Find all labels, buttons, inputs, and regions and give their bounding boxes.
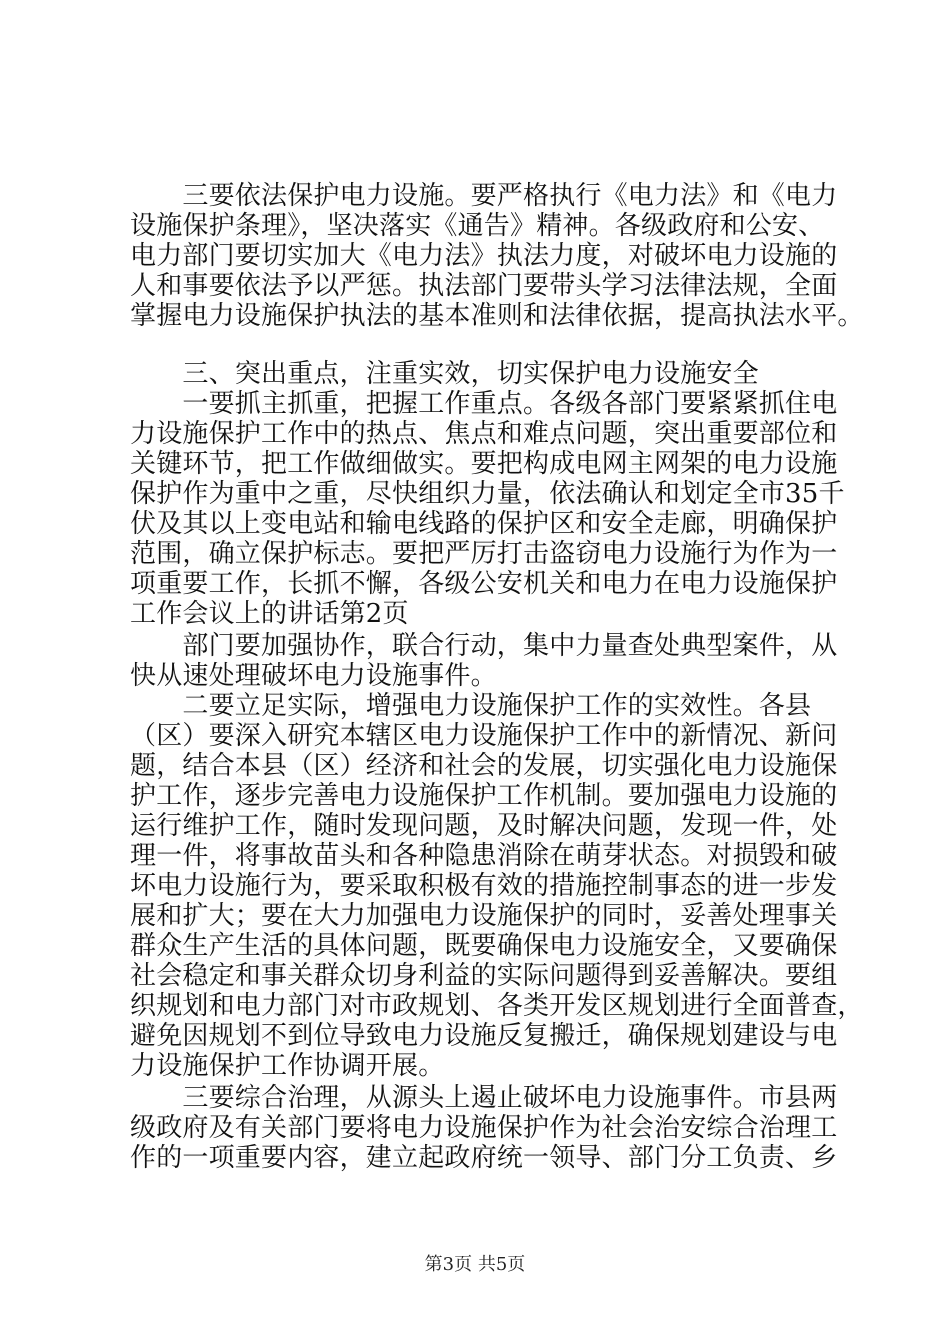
text-line: 理一件，将事故苗头和各种隐患消除在萌芽状态。对损毁和破 bbox=[130, 841, 838, 871]
text-line: 工作会议上的讲话第2页 bbox=[130, 599, 409, 629]
text-line: 级政府及有关部门要将电力设施保护作为社会治安综合治理工 bbox=[130, 1113, 838, 1143]
text-line: 社会稳定和事关群众切身利益的实际问题得到妥善解决。要组 bbox=[130, 961, 838, 991]
text-line: 电力部门要切实加大《电力法》执法力度，对破坏电力设施的 bbox=[130, 241, 838, 271]
text-line: 力设施保护工作中的热点、焦点和难点问题，突出重要部位和 bbox=[130, 419, 838, 449]
text-line: 项重要工作，长抓不懈，各级公安机关和电力在电力设施保护 bbox=[130, 569, 838, 599]
text-line: 部门要加强协作，联合行动，集中力量查处典型案件，从 bbox=[130, 631, 838, 661]
text-line: 坏电力设施行为，要采取积极有效的措施控制事态的进一步发 bbox=[130, 871, 838, 901]
text-line: 快从速处理破坏电力设施事件。 bbox=[130, 661, 497, 691]
text-line: 三要综合治理，从源头上遏止破坏电力设施事件。市县两 bbox=[130, 1083, 838, 1113]
text-line: 关键环节，把工作做细做实。要把构成电网主网架的电力设施 bbox=[130, 449, 838, 479]
text-line: 展和扩大；要在大力加强电力设施保护的同时，妥善处理事关 bbox=[130, 901, 838, 931]
section-heading: 三、突出重点，注重实效，切实保护电力设施安全 bbox=[130, 359, 759, 389]
text-line: 织规划和电力部门对市政规划、各类开发区规划进行全面普查， bbox=[130, 991, 864, 1021]
text-line: 运行维护工作，随时发现问题，及时解决问题，发现一件，处 bbox=[130, 811, 838, 841]
text-line: 掌握电力设施保护执法的基本准则和法律依据，提高执法水平。 bbox=[130, 301, 864, 331]
text-line: 保护作为重中之重，尽快组织力量，依法确认和划定全市35千 bbox=[130, 479, 845, 509]
text-line: 题，结合本县（区）经济和社会的发展，切实强化电力设施保 bbox=[130, 751, 838, 781]
text-line: 作的一项重要内容，建立起政府统一领导、部门分工负责、乡 bbox=[130, 1143, 838, 1173]
text-line: 群众生产生活的具体问题，既要确保电力设施安全，又要确保 bbox=[130, 931, 838, 961]
text-line: 设施保护条理》，坚决落实《通告》精神。各级政府和公安、 bbox=[130, 211, 825, 241]
page-footer: 第3页 共5页 bbox=[424, 1254, 526, 1275]
text-line: （区）要深入研究本辖区电力设施保护工作中的新情况、新问 bbox=[130, 721, 838, 751]
text-line: 二要立足实际，增强电力设施保护工作的实效性。各县 bbox=[130, 691, 812, 721]
text-line: 一要抓主抓重，把握工作重点。各级各部门要紧紧抓住电 bbox=[130, 389, 838, 419]
text-line: 人和事要依法予以严惩。执法部门要带头学习法律法规，全面 bbox=[130, 271, 838, 301]
text-line: 护工作，逐步完善电力设施保护工作机制。要加强电力设施的 bbox=[130, 781, 838, 811]
text-line: 三要依法保护电力设施。要严格执行《电力法》和《电力 bbox=[130, 181, 838, 211]
text-line: 伏及其以上变电站和输电线路的保护区和安全走廊，明确保护 bbox=[130, 509, 838, 539]
text-line: 避免因规划不到位导致电力设施反复搬迁，确保规划建设与电 bbox=[130, 1021, 838, 1051]
text-line: 力设施保护工作协调开展。 bbox=[130, 1051, 445, 1081]
text-line: 范围，确立保护标志。要把严厉打击盗窃电力设施行为作为一 bbox=[130, 539, 838, 569]
